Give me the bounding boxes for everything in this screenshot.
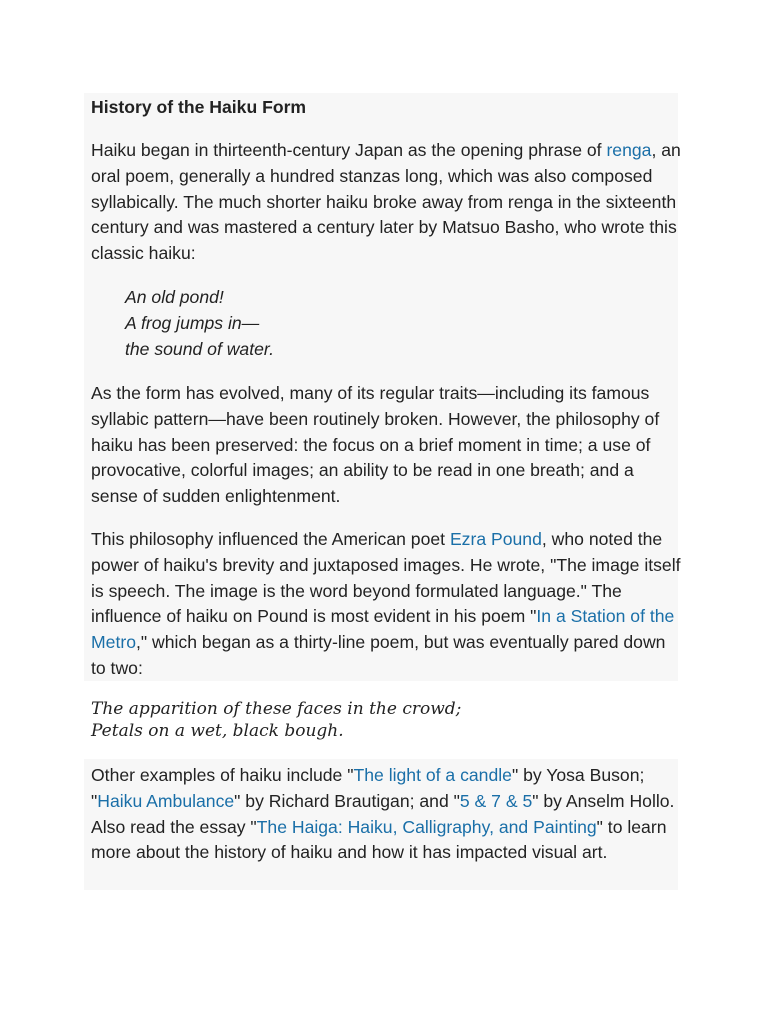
link-haiga-essay[interactable]: The Haiga: Haiku, Calligraphy, and Painting (256, 816, 597, 837)
text-span: " by Anselm Hollo. Also read the essay " (91, 790, 675, 837)
poem-line: A frog jumps in— (125, 312, 260, 333)
text-span: Other examples of haiku include " (91, 765, 354, 785)
paragraph-pound (91, 527, 681, 682)
link-haiku-ambulance[interactable]: Haiku Ambulance (97, 790, 235, 811)
link-ezra-pound[interactable]: Ezra Pound (449, 529, 542, 549)
text-span: Haiku began in thirteenth-century Japan as the opening phrase of (91, 140, 607, 160)
basho-poem (125, 285, 274, 362)
poem-line: An old pond! (125, 287, 224, 307)
text-span: " by Richard Brautigan; and " (234, 790, 460, 811)
text-span: " by Yosa Buson; " (91, 765, 645, 811)
text-span: ," which began as a thirty-line poem, but was eventually pared down to two: (91, 632, 666, 678)
link-5-7-5[interactable]: 5 & 7 & 5 (459, 790, 533, 811)
text-span: " to learn more about the history of haiku and how it has impacted visual art. (91, 816, 667, 863)
poem-line: Petals on a wet, black bough. (91, 721, 344, 741)
text-span: This philosophy influenced the American poet (91, 529, 450, 549)
text-span: , an oral poem, generally a hundred stanzas long, which was also composed syllabically. The much shorter haiku broke away from renga in the sixteenth century and was mastered a century later by Matsuo Basho, who wrote this classic haiku: (91, 140, 681, 264)
paragraph-intro (91, 138, 681, 267)
link-renga[interactable]: renga (606, 140, 652, 160)
metro-poem (91, 698, 461, 742)
link-station-of-the-metro[interactable]: In a Station of the Metro (91, 606, 675, 653)
article-title: History of the Haiku Form (91, 97, 307, 117)
paragraph-examples (91, 763, 681, 866)
link-light-of-a-candle[interactable]: The light of a candle (353, 765, 512, 785)
paragraph-evolution: As the form has evolved, many of its regular traits—including its famous syllabic pattern—have been routinely broken. However, the philosophy of haiku has been preserved: the focus on a brief moment in time; a use of provocative, colorful images; an ability to be read in one breath; and a sense of sudden enlightenment. (91, 383, 660, 507)
text-span: , who noted the power of haiku's brevity and juxtaposed images. He wrote, "The image itself is speech. The image is the word beyond formulated language." The influence of haiku on Pound is most evident in his poem " (91, 529, 681, 627)
poem-line: the sound of water. (125, 338, 274, 359)
poem-line: The apparition of these faces in the crowd; (91, 699, 462, 719)
